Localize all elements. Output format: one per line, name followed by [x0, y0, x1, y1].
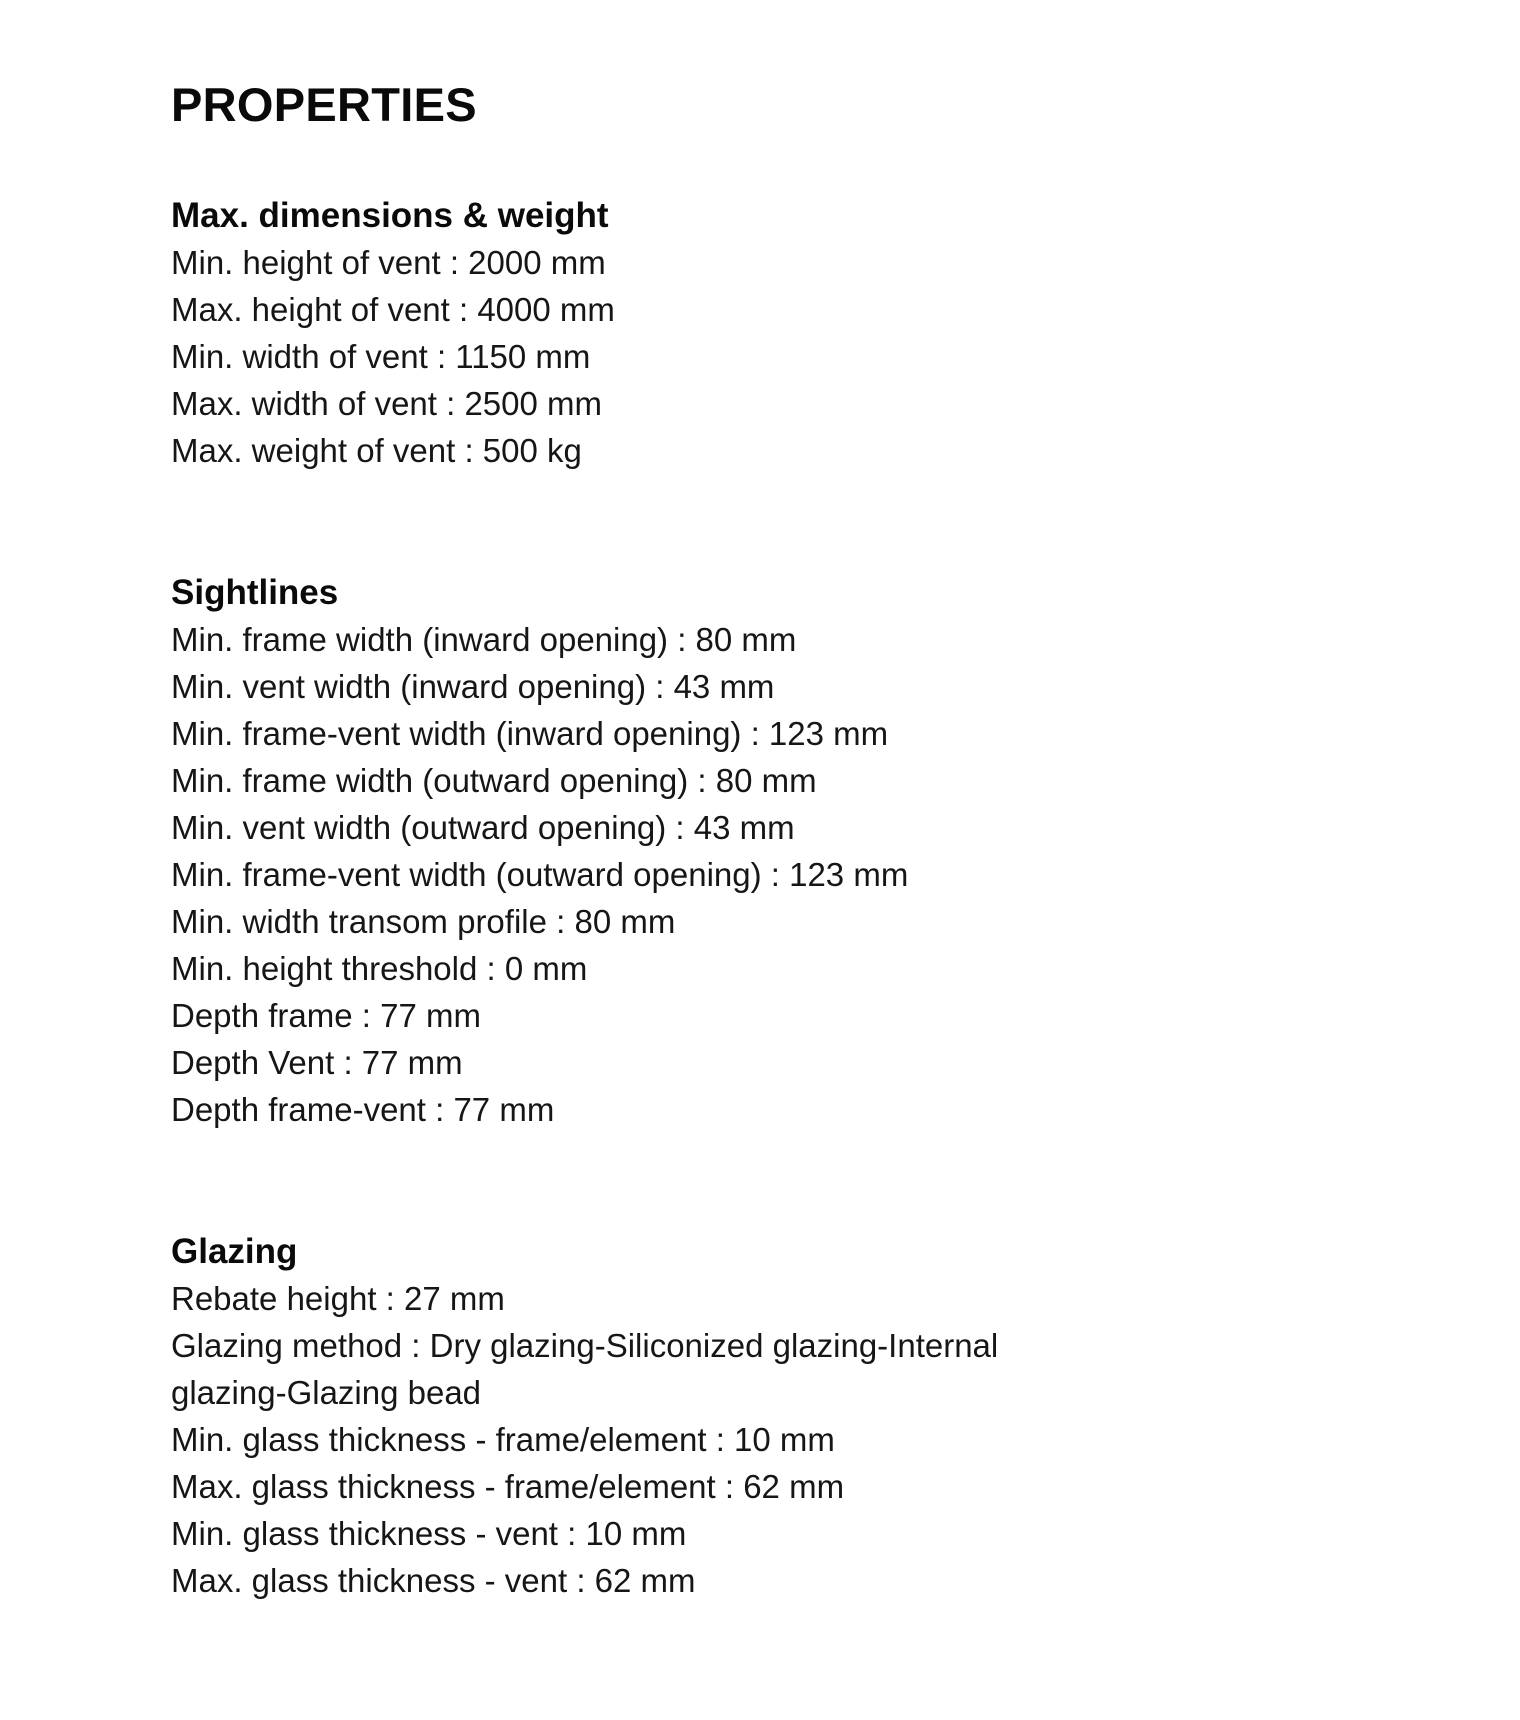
property-line: Min. vent width (inward opening) : 43 mm	[171, 668, 775, 705]
property-line: Min. frame-vent width (inward opening) : 123 mm	[171, 715, 889, 752]
property-list	[171, 239, 1031, 474]
section-max-dimensions-weight	[171, 192, 1031, 474]
section-heading: Sightlines	[171, 573, 339, 612]
section-heading: Glazing	[171, 1232, 298, 1271]
property-line: Min. glass thickness - frame/element : 10 mm	[171, 1421, 835, 1458]
section-heading: Max. dimensions & weight	[171, 196, 609, 235]
page-title: PROPERTIES	[171, 78, 477, 131]
property-line: Max. weight of vent : 500 kg	[171, 432, 582, 469]
property-line: Min. vent width (outward opening) : 43 mm	[171, 809, 795, 846]
property-list	[171, 1275, 1031, 1604]
section-glazing	[171, 1228, 1031, 1604]
property-line: Min. width transom profile : 80 mm	[171, 903, 676, 940]
property-line: Min. frame width (outward opening) : 80 mm	[171, 762, 817, 799]
property-line: Rebate height : 27 mm	[171, 1280, 505, 1317]
property-line: Glazing method : Dry glazing-Siliconized glazing-Internal glazing-Glazing bead	[171, 1327, 999, 1411]
properties-page	[171, 72, 1031, 1604]
property-line: Min. glass thickness - vent : 10 mm	[171, 1515, 687, 1552]
property-line: Max. glass thickness - frame/element : 62 mm	[171, 1468, 845, 1505]
property-line: Depth frame : 77 mm	[171, 997, 481, 1034]
property-line: Depth frame-vent : 77 mm	[171, 1091, 555, 1128]
property-line: Max. glass thickness - vent : 62 mm	[171, 1562, 696, 1599]
property-list	[171, 616, 1031, 1133]
property-line: Min. width of vent : 1150 mm	[171, 338, 591, 375]
section-sightlines	[171, 569, 1031, 1133]
property-line: Min. frame width (inward opening) : 80 mm	[171, 621, 797, 658]
property-line: Max. height of vent : 4000 mm	[171, 291, 615, 328]
property-line: Min. height threshold : 0 mm	[171, 950, 588, 987]
property-line: Depth Vent : 77 mm	[171, 1044, 463, 1081]
property-line: Min. height of vent : 2000 mm	[171, 244, 606, 281]
property-line: Min. frame-vent width (outward opening) : 123 mm	[171, 856, 909, 893]
property-line: Max. width of vent : 2500 mm	[171, 385, 603, 422]
